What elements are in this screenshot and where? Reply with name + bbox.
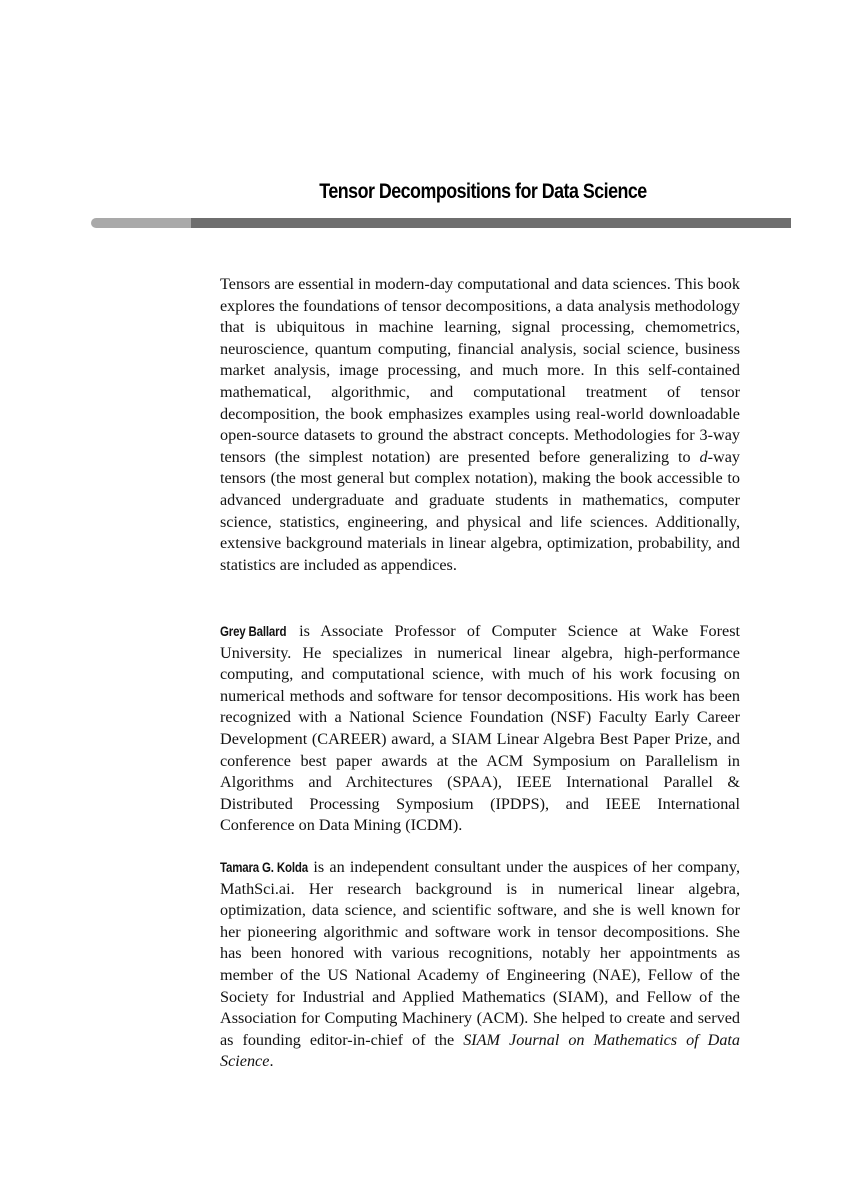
description-text-end: -way tensors (the most general but complex notation), making the book accessible to advanced undergraduate and graduate students in mathematics, computer science, statistics, engineering, and physical and life sciences. Additionally, extensive background materials in linear algebra, optimization, probability, and statistics are included as appendices. (220, 447, 740, 574)
author-bio-kolda-text: is an independent consultant under the auspices of her company, MathSci.ai. Her research background is in numerical linear algebra, optimization, data science, and scientific software, and she is well known for her pioneering algorithmic and software work in tensor decompositions. She has been honored with various recognitions, notably her appointments as member of the US National Academy of Engineering (NAE), Fellow of the Society for Industrial and Applied Mathematics (SIAM), and Fellow of the Association for Computing Machinery (ACM). She helped to create and served as founding editor-in-chief of the (220, 858, 740, 1049)
description-text-start: Tensors are essential in modern-day computational and data sciences. This book explores the foundations of tensor decompositions, a data analysis methodology that is ubiquitous in machine learning, signal processing, chemometrics, neuroscience, quantum computing, financial analysis, social science, business market analysis, image processing, and much more. In this self-contained mathematical, algorithmic, and computational treatment of tensor decomposition, the book emphasizes examples using real-world downloadable open-source datasets to ground the abstract concepts. Methodologies for 3-way tensors (the simplest notation) are presented before generalizing to (220, 275, 740, 466)
journal-name: SIAM Journal on Mathematics of Data Science (220, 1030, 740, 1071)
author-bio-ballard (220, 621, 740, 837)
author-bio-ballard-text: is Associate Professor of Computer Science at Wake Forest University. He specializes in numerical linear algebra, high-performance computing, and computational science, with much of his work focusing on numerical methods and software for tensor decompositions. His work has been recognized with a National Science Foundation (NSF) Faculty Early Career Development (CAREER) award, a SIAM Linear Algebra Best Paper Prize, and conference best paper awards at the ACM Symposium on Parallelism in Algorithms and Architectures (SPAA), IEEE International Parallel & Distributed Processing Symposium (IPDPS), and IEEE International Conference on Data Mining (ICDM). (220, 622, 740, 835)
author-name-kolda: Tamara G. Kolda (220, 859, 308, 875)
author-bio-kolda-end: . (269, 1052, 274, 1071)
book-description (220, 274, 740, 576)
header-rule (191, 218, 791, 228)
author-name-ballard: Grey Ballard (220, 623, 287, 639)
header-rule-accent (91, 218, 195, 228)
author-bio-kolda (220, 857, 740, 1073)
description-italic-d: d (699, 447, 708, 466)
page-title: Tensor Decompositions for Data Science (319, 180, 647, 203)
